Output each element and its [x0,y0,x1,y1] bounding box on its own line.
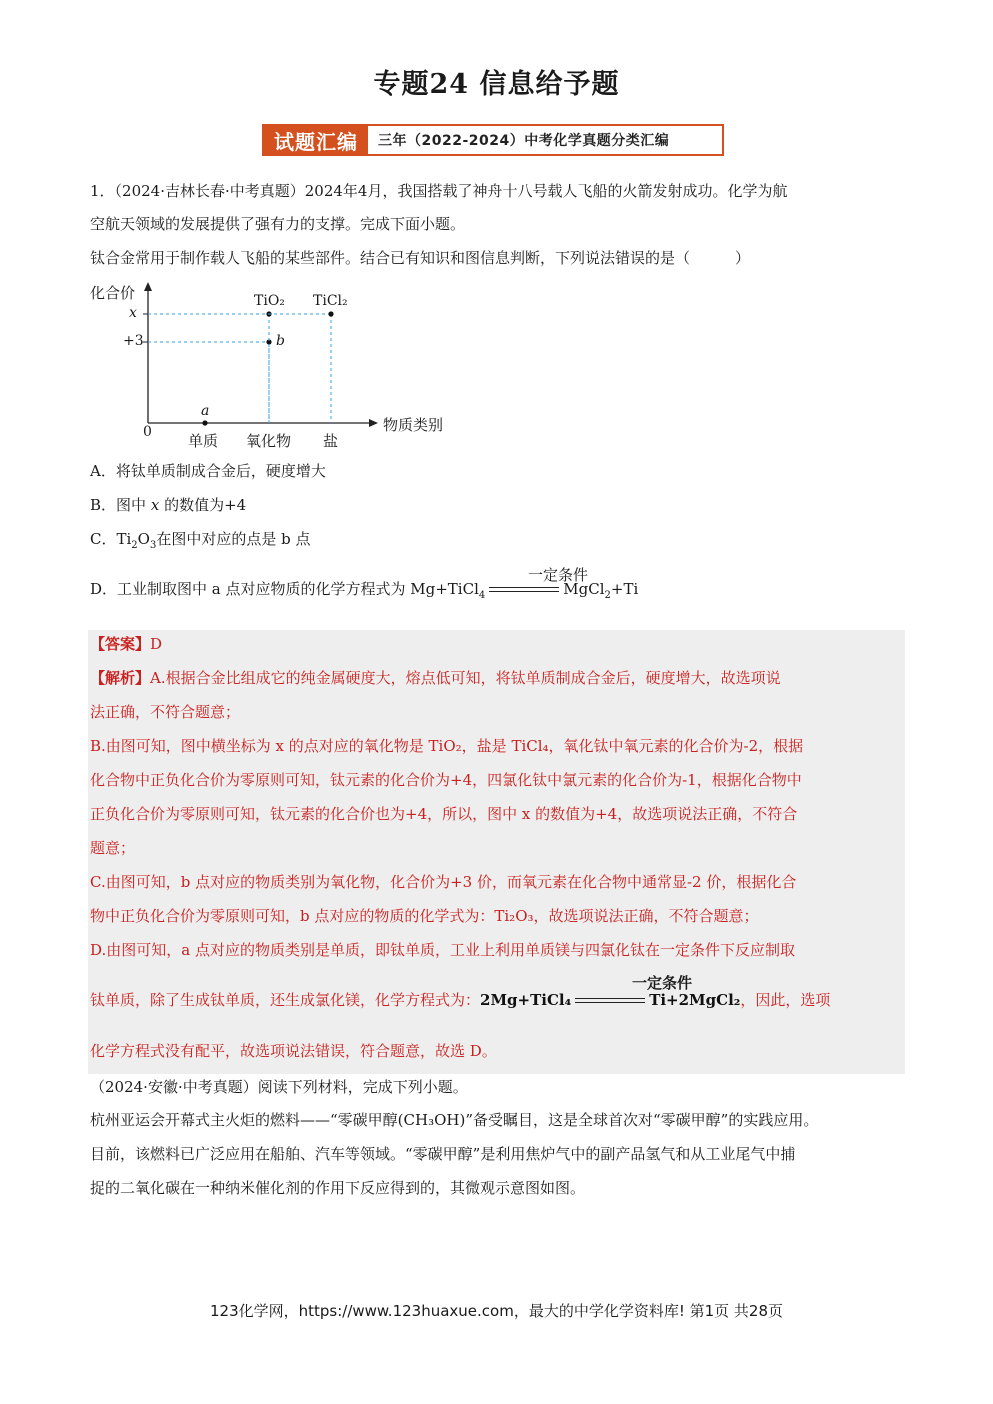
analysis-c2: 物中正负化合价为零原则可知，b 点对应的物质的化学式为：Ti₂O₃，故选项说法正确，不符合题意； [90,907,759,925]
chart-point-0 [202,420,207,425]
chart-point-3 [328,311,333,316]
y-axis-arrow [144,282,152,291]
x-tick-oxide: 氧化物 [246,432,292,450]
analysis-c1: C.由图可知，b 点对应的物质类别为氧化物，化合价为+3 价，而氧元素在化合物中通常显-2 价，根据化合 [90,873,797,891]
analysis-d1: D.由图可知，a 点对应的物质类别是单质，即钛单质，工业上利用单质镁与四氯化钛在一定条件下反应制取 [90,941,795,959]
banner-label: 试题汇编 [264,126,368,154]
analysis-d2-condition: 一定条件 [632,974,693,992]
x-axis-arrow [369,419,378,427]
point-label-tio2: TiO₂ [254,293,285,309]
analysis-a1: 【解析】A.根据合金比组成它的纯金属硬度大，熔点低可知，将钛单质制成合金后，硬度增大，故选项说 [90,669,781,687]
analysis-d2: 钛单质，除了生成钛单质，还生成氯化镁，化学方程式为：2Mg+TiCl₄ Ti+2MgCl₂，因此，选项 [90,991,831,1009]
y-tick-plus3: +3 [123,333,144,349]
x-tick-element: 单质 [188,432,219,450]
section-banner [262,124,724,156]
point-label-a: a [201,403,210,419]
analysis-b4: 题意； [90,839,136,857]
q1-line2: 空航天领域的发展提供了强有力的支撑。完成下面小题。 [90,215,466,233]
analysis-b1: B.由图可知，图中横坐标为 x 的点对应的氧化物是 TiO₂，盐是 TiCl₄，氧化钛中氧元素的化合价为-2，根据 [90,737,804,755]
chart-origin: 0 [143,424,152,440]
analysis-a2: 法正确，不符合题意； [90,703,241,721]
option-a: A．将钛单质制成合金后，硬度增大 [90,462,326,480]
q2-line4: 捉的二氧化碳在一种纳米催化剂的作用下反应得到的，其微观示意图如图。 [90,1179,586,1197]
q1-line1: 1．（2024·吉林长春·中考真题）2024年4月，我国搭载了神舟十八号载人飞船的火箭发射成功。化学为航 [90,182,788,200]
chart-ylabel: 化合价 [90,284,136,302]
point-label-ticl2: TiCl₂ [313,293,348,309]
option-d: D．工业制取图中 a 点对应物质的化学方程式为 Mg+TiCl$_4$ MgCl$_2$+Ti [90,580,639,601]
reaction-arrow-d [489,585,559,595]
option-d-condition: 一定条件 [528,566,589,584]
option-b: B．图中 x 的数值为+4 [90,496,247,514]
x-tick-salt: 盐 [323,432,339,450]
analysis-b2: 化合物中正负化合价为零原则可知，钛元素的化合价为+4，四氯化钛中氯元素的化合价为-1，根据化合物中 [90,771,802,789]
q2-line1: （2024·安徽·中考真题）阅读下列材料，完成下列小题。 [90,1078,468,1096]
analysis-d3: 化学方程式没有配平，故选项说法错误，符合题意，故选 D。 [90,1042,497,1060]
analysis-b3: 正负化合价为零原则可知，钛元素的化合价也为+4，所以，图中 x 的数值为+4，故选项说法正确，不符合 [90,805,798,823]
chart-xlabel: 物质类别 [383,416,444,434]
q2-line3: 目前，该燃料已广泛应用在船舶、汽车等领域。“零碳甲醇”是利用焦炉气中的副产品氢气和从工业尾气中捕 [90,1145,796,1163]
q1-line3: 钛合金常用于制作载人飞船的某些部件。结合已有知识和图信息判断，下列说法错误的是（ ） [90,249,751,267]
banner-subtitle: 三年（2022-2024）中考化学真题分类汇编 [378,133,670,149]
y-tick-x: x [129,305,137,321]
reaction-arrow-analysis [575,996,645,1006]
point-label-b: b [276,333,285,349]
answer-line: 【答案】D [90,635,163,653]
q2-line2: 杭州亚运会开幕式主火炬的燃料——“零碳甲醇(CH₃OH)”备受瞩目，这是全球首次对“零碳甲醇”的实践应用。 [90,1111,819,1129]
page-footer: 123化学网，https://www.123huaxue.com，最大的中学化学资料库! 第1页 共28页 [209,1302,784,1320]
option-c: C．$Ti_2O_3$在图中对应的点是 b 点 [90,530,311,551]
page-title: 专题24 信息给予题 [373,69,620,100]
